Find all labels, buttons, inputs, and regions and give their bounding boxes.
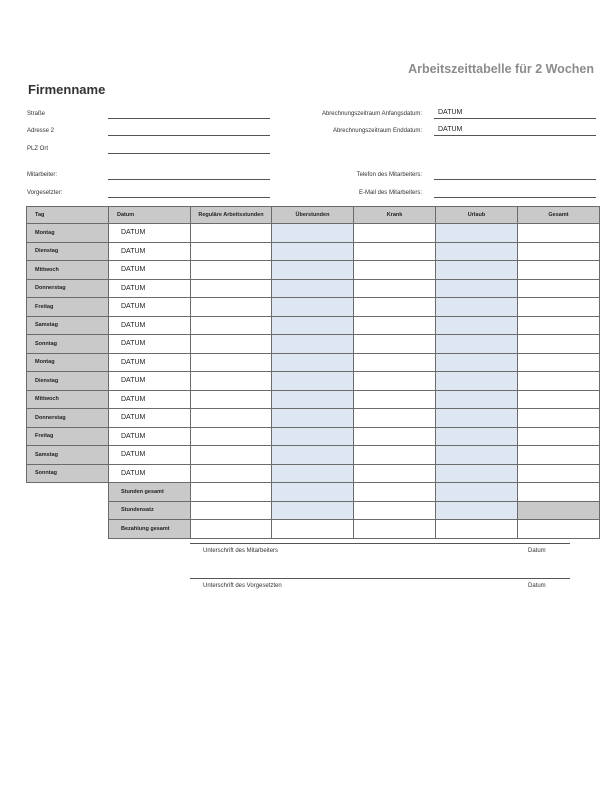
table-row [27,446,600,465]
employee-field[interactable] [108,179,270,180]
timesheet-table [26,206,600,539]
table-row [27,242,600,261]
date-cell[interactable]: DATUM [109,372,191,391]
total-cell[interactable] [518,279,600,298]
day-cell: Montag [27,224,109,243]
empty-cell [27,483,109,502]
table-row [27,390,600,409]
total-cell[interactable] [518,409,600,428]
overtime-cell[interactable] [272,224,354,243]
date-cell[interactable]: DATUM [109,446,191,465]
sick-cell[interactable] [354,372,436,391]
summary-overtime-cell[interactable] [272,520,354,539]
summary-label: Stundensatz [109,501,191,520]
regular-hours-cell[interactable] [191,316,272,335]
period-start-field[interactable] [434,118,596,119]
table-row [27,279,600,298]
street-field[interactable] [108,118,270,119]
empty-cell [27,520,109,539]
day-cell: Freitag [27,298,109,317]
vacation-cell[interactable] [436,335,518,354]
total-cell[interactable] [518,224,600,243]
sick-cell[interactable] [354,261,436,280]
regular-hours-cell[interactable] [191,372,272,391]
overtime-cell[interactable] [272,242,354,261]
vacation-cell[interactable] [436,261,518,280]
sick-cell[interactable] [354,298,436,317]
overtime-cell[interactable] [272,279,354,298]
summary-row-total-pay [27,520,600,539]
date-cell[interactable]: DATUM [109,261,191,280]
day-cell: Sonntag [27,335,109,354]
col-header-sick: Krank [354,207,436,224]
day-cell: Mittwoch [27,261,109,280]
col-header-day: Tag [27,207,109,224]
vacation-cell[interactable] [436,279,518,298]
regular-hours-cell[interactable] [191,464,272,483]
supervisor-label: Vorgesetzter: [27,190,63,196]
summary-regular-cell[interactable] [191,520,272,539]
vacation-cell[interactable] [436,409,518,428]
zip-city-label: PLZ Ort [27,146,49,152]
total-cell[interactable] [518,298,600,317]
vacation-cell[interactable] [436,298,518,317]
phone-field[interactable] [434,179,596,180]
day-cell: Dienstag [27,372,109,391]
summary-sick-cell[interactable] [354,483,436,502]
day-cell: Freitag [27,427,109,446]
regular-hours-cell[interactable] [191,224,272,243]
regular-hours-cell[interactable] [191,279,272,298]
summary-sick-cell[interactable] [354,501,436,520]
summary-overtime-cell[interactable] [272,501,354,520]
vacation-cell[interactable] [436,390,518,409]
zip-city-field[interactable] [108,153,270,154]
overtime-cell[interactable] [272,261,354,280]
regular-hours-cell[interactable] [191,335,272,354]
regular-hours-cell[interactable] [191,409,272,428]
table-row [27,224,600,243]
summary-label: Bezahlung gesamt [109,520,191,539]
vacation-cell[interactable] [436,242,518,261]
summary-total-cell [518,501,600,520]
summary-total-cell[interactable] [518,520,600,539]
day-cell: Mittwoch [27,390,109,409]
regular-hours-cell[interactable] [191,261,272,280]
sick-cell[interactable] [354,242,436,261]
table-row [27,372,600,391]
vacation-cell[interactable] [436,353,518,372]
empty-cell [27,501,109,520]
date-cell[interactable]: DATUM [109,409,191,428]
date-cell[interactable]: DATUM [109,353,191,372]
employee-signature-line[interactable] [190,543,570,544]
overtime-cell[interactable] [272,298,354,317]
day-cell: Donnerstag [27,409,109,428]
vacation-cell[interactable] [436,224,518,243]
regular-hours-cell[interactable] [191,353,272,372]
date-cell[interactable]: DATUM [109,224,191,243]
table-row [27,409,600,428]
overtime-cell[interactable] [272,409,354,428]
period-end-field[interactable] [434,135,596,136]
overtime-cell[interactable] [272,427,354,446]
day-cell: Donnerstag [27,279,109,298]
table-row [27,298,600,317]
date-cell[interactable]: DATUM [109,298,191,317]
sick-cell[interactable] [354,427,436,446]
summary-overtime-cell[interactable] [272,483,354,502]
total-cell[interactable] [518,464,600,483]
sick-cell[interactable] [354,279,436,298]
sick-cell[interactable] [354,390,436,409]
sick-cell[interactable] [354,353,436,372]
supervisor-signature-date-label: Datum [528,583,546,589]
sick-cell[interactable] [354,446,436,465]
overtime-cell[interactable] [272,390,354,409]
summary-total-cell[interactable] [518,483,600,502]
summary-vacation-cell[interactable] [436,520,518,539]
day-cell: Montag [27,353,109,372]
overtime-cell[interactable] [272,353,354,372]
table-row [27,335,600,354]
street-label: Straße [27,111,46,117]
date-cell[interactable]: DATUM [109,279,191,298]
sick-cell[interactable] [354,316,436,335]
vacation-cell[interactable] [436,372,518,391]
summary-sick-cell[interactable] [354,520,436,539]
summary-vacation-cell[interactable] [436,483,518,502]
table-row [27,261,600,280]
date-cell[interactable]: DATUM [109,242,191,261]
period-start-label: Abrechnungszeitraum Anfangsdatum: [321,111,422,117]
sick-cell[interactable] [354,224,436,243]
total-cell[interactable] [518,261,600,280]
period-end-value[interactable]: DATUM [438,126,463,133]
sick-cell[interactable] [354,409,436,428]
employee-label: Mitarbeiter: [27,172,58,178]
regular-hours-cell[interactable] [191,390,272,409]
total-cell[interactable] [518,390,600,409]
period-end-label: Abrechnungszeitraum Enddatum: [332,128,422,134]
regular-hours-cell[interactable] [191,427,272,446]
day-cell: Samstag [27,316,109,335]
employee-signature-date-label: Datum [528,548,546,554]
summary-regular-cell[interactable] [191,501,272,520]
company-name[interactable]: Firmenname [28,82,106,97]
document-title: Arbeitszeittabelle für 2 Wochen [408,62,594,76]
supervisor-field[interactable] [108,197,270,198]
col-header-regular-hours: Reguläre Arbeitsstunden [191,207,272,224]
col-header-vacation: Urlaub [436,207,518,224]
day-cell: Sonntag [27,464,109,483]
phone-label: Telefon des Mitarbeiters: [356,172,422,178]
col-header-date: Datum [109,207,191,224]
email-field[interactable] [434,197,596,198]
date-cell[interactable]: DATUM [109,427,191,446]
vacation-cell[interactable] [436,427,518,446]
address2-label: Adresse 2 [27,128,55,134]
address2-field[interactable] [108,135,270,136]
supervisor-signature-label: Unterschrift des Vorgesetzten [203,583,282,589]
regular-hours-cell[interactable] [191,298,272,317]
table-row [27,464,600,483]
supervisor-signature-line[interactable] [190,578,570,579]
sick-cell[interactable] [354,335,436,354]
col-header-overtime: Überstunden [272,207,354,224]
regular-hours-cell[interactable] [191,242,272,261]
total-cell[interactable] [518,446,600,465]
day-cell: Dienstag [27,242,109,261]
date-cell[interactable]: DATUM [109,335,191,354]
overtime-cell[interactable] [272,316,354,335]
vacation-cell[interactable] [436,464,518,483]
employee-signature-label: Unterschrift des Mitarbeiters [203,548,279,554]
overtime-cell[interactable] [272,464,354,483]
total-cell[interactable] [518,353,600,372]
regular-hours-cell[interactable] [191,446,272,465]
sick-cell[interactable] [354,464,436,483]
day-cell: Samstag [27,446,109,465]
summary-vacation-cell[interactable] [436,501,518,520]
summary-row-total-hours [27,483,600,502]
table-row [27,353,600,372]
overtime-cell[interactable] [272,372,354,391]
date-cell[interactable]: DATUM [109,464,191,483]
overtime-cell[interactable] [272,446,354,465]
table-row [27,316,600,335]
table-row [27,427,600,446]
total-cell[interactable] [518,372,600,391]
total-cell[interactable] [518,316,600,335]
email-label: E-Mail des Mitarbeiters: [358,190,422,196]
table-header-row [27,207,600,224]
summary-regular-cell[interactable] [191,483,272,502]
vacation-cell[interactable] [436,446,518,465]
summary-label: Stunden gesamt [109,483,191,502]
overtime-cell[interactable] [272,335,354,354]
total-cell[interactable] [518,427,600,446]
date-cell[interactable]: DATUM [109,390,191,409]
summary-row-hourly-rate [27,501,600,520]
period-start-value[interactable]: DATUM [438,109,463,116]
vacation-cell[interactable] [436,316,518,335]
total-cell[interactable] [518,335,600,354]
date-cell[interactable]: DATUM [109,316,191,335]
total-cell[interactable] [518,242,600,261]
col-header-total: Gesamt [518,207,600,224]
